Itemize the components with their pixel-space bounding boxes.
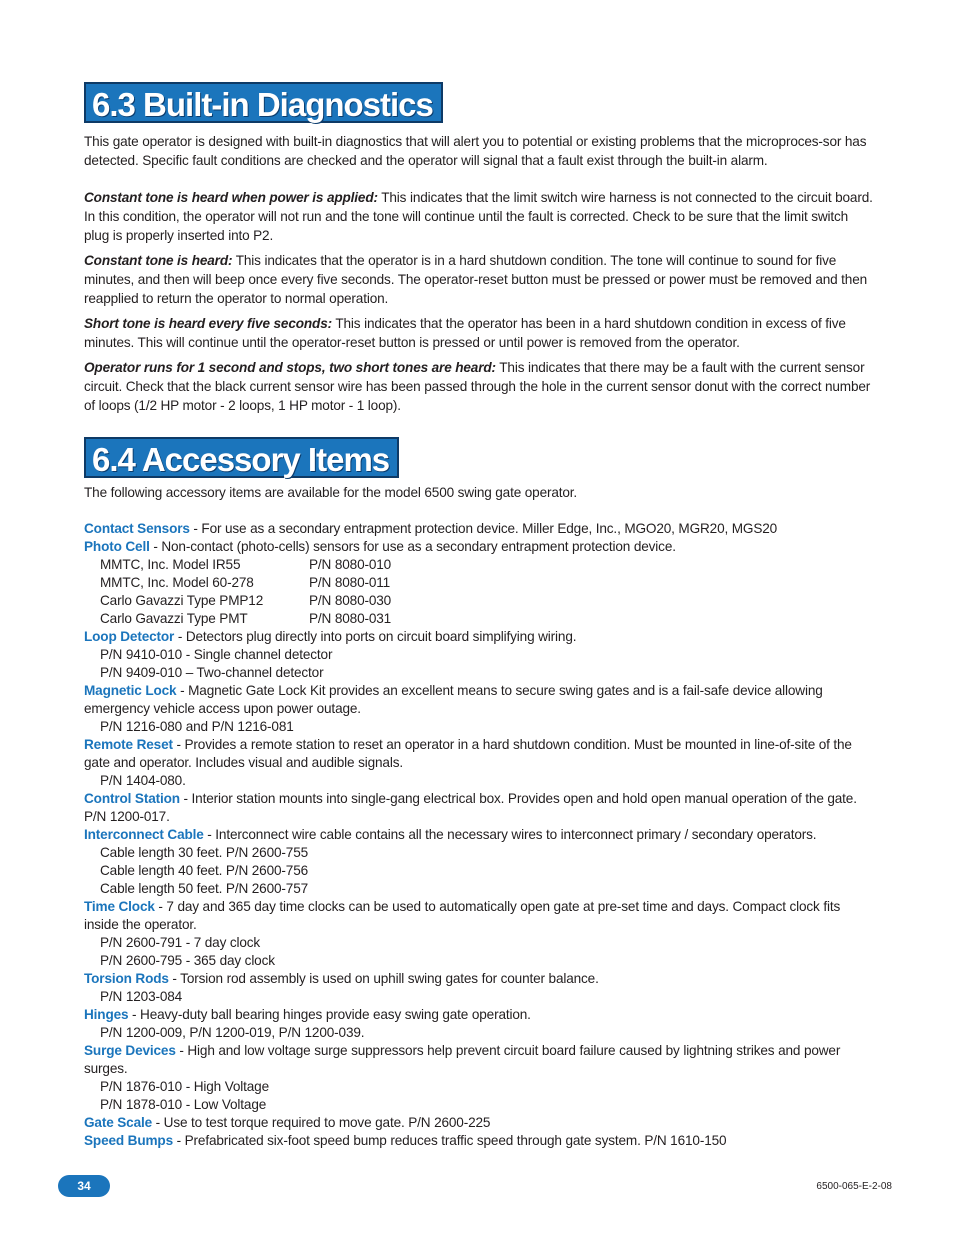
model-name: MMTC, Inc. Model IR55	[100, 557, 241, 572]
photo-cell-row	[84, 556, 874, 574]
accessory-term: Contact Sensors	[84, 521, 190, 536]
part-number-line: Cable length 30 feet. P/N 2600-755	[100, 845, 309, 860]
accessory-photo-cell	[84, 538, 874, 556]
part-number: P/N 8080-011	[309, 575, 391, 590]
accessory-description: - Use to test torque required to move gate. P/N 2600-225	[152, 1115, 491, 1130]
part-number-line: Cable length 50 feet. P/N 2600-757	[100, 881, 309, 896]
diagnostic-item	[84, 358, 874, 415]
accessory-term: Interconnect Cable	[84, 827, 204, 842]
accessory-time-clock	[84, 898, 874, 934]
accessory-torsion-rods	[84, 970, 874, 988]
accessory-control-station	[84, 790, 874, 826]
part-number-line: P/N 1878-010 - Low Voltage	[100, 1097, 267, 1112]
photo-cell-row	[84, 592, 874, 610]
diagnostic-item	[84, 251, 874, 308]
diagnostic-condition: Constant tone is heard:	[84, 253, 233, 268]
accessory-term: Photo Cell	[84, 539, 150, 554]
accessory-term: Speed Bumps	[84, 1133, 173, 1148]
photo-cell-row	[84, 574, 874, 592]
accessory-surge-devices	[84, 1042, 874, 1078]
accessory-description: - Interconnect wire cable contains all the necessary wires to interconnect primary / secondary operators.	[203, 827, 817, 842]
section-heading-accessories: 6.4 Accessory Items	[84, 437, 399, 478]
part-number-line: P/N 1876-010 - High Voltage	[100, 1079, 270, 1094]
accessory-term: Loop Detector	[84, 629, 175, 644]
accessory-description: - Magnetic Gate Lock Kit provides an excellent means to secure swing gates and is a fail-safe device allowing emergency vehicle access upon power outage.	[84, 683, 823, 716]
model-name: MMTC, Inc. Model 60-278	[100, 575, 254, 590]
accessory-description: - Detectors plug directly into ports on circuit board simplifying wiring.	[174, 629, 577, 644]
accessory-description: - Prefabricated six-foot speed bump reduces traffic speed through gate system. P/N 1610-150	[173, 1133, 727, 1148]
accessory-description: - High and low voltage surge suppressors help prevent circuit board failure caused by lightning strikes and power surges.	[84, 1043, 841, 1076]
accessory-description: - Torsion rod assembly is used on uphill swing gates for counter balance.	[168, 971, 599, 986]
part-number-line: P/N 1203-084	[100, 989, 183, 1004]
document-code: 6500-065-E-2-08	[816, 1181, 892, 1192]
accessories-intro: The following accessory items are available for the model 6500 swing gate operator.	[84, 485, 578, 500]
part-number: P/N 8080-031	[309, 611, 392, 626]
model-name: Carlo Gavazzi Type PMT	[100, 611, 248, 626]
diagnostic-item	[84, 314, 874, 352]
accessory-term: Magnetic Lock	[84, 683, 177, 698]
accessory-term: Time Clock	[84, 899, 155, 914]
part-number-line: P/N 1200-009, P/N 1200-019, P/N 1200-039.	[100, 1025, 365, 1040]
accessory-term: Hinges	[84, 1007, 129, 1022]
accessory-hinges	[84, 1006, 874, 1024]
accessory-speed-bumps	[84, 1132, 874, 1150]
accessory-interconnect-cable	[84, 826, 874, 844]
model-name: Carlo Gavazzi Type PMP12	[100, 593, 264, 608]
accessories-body	[84, 484, 874, 1150]
diagnostic-description: This indicates that there may be a fault with the current sensor circuit. Check that the black current sensor wire has been passed through the hole in the current sensor donut with the correct number of loops (1/2 HP motor - 2 loops, 1 HP motor - 1 loop).	[84, 360, 871, 413]
accessory-term: Surge Devices	[84, 1043, 176, 1058]
section-heading-diagnostics: 6.3 Built-in Diagnostics	[84, 82, 443, 123]
accessory-description: - Provides a remote station to reset an operator in a hard shutdown condition. Must be mounted in line-of-site of the gate and operator. Includes visual and audible signals.	[84, 737, 852, 770]
diagnostic-condition: Operator runs for 1 second and stops, two short tones are heard:	[84, 360, 496, 375]
part-number-line: P/N 1216-080 and P/N 1216-081	[100, 719, 294, 734]
diagnostics-intro: This gate operator is designed with built-in diagnostics that will alert you to potential or existing problems that the microproces-sor has detected. Specific fault conditions are checked and the operator will signal that a fault exist through the built-in alarm.	[84, 134, 867, 168]
accessory-description: - For use as a secondary entrapment protection device. Miller Edge, Inc., MGO20, MGR20, MGS20	[189, 521, 778, 536]
accessory-description: - Interior station mounts into single-gang electrical box. Provides open and hold open manual operation of the gate. P/N 1200-017.	[84, 791, 857, 824]
accessory-description: - Non-contact (photo-cells) sensors for use as a secondary entrapment protection device.	[149, 539, 676, 554]
part-number-line: P/N 2600-791 - 7 day clock	[100, 935, 261, 950]
accessory-description: - 7 day and 365 day time clocks can be used to automatically open gate at pre-set time and days. Compact clock fits inside the operator.	[84, 899, 841, 932]
accessory-gate-scale	[84, 1114, 874, 1132]
accessory-loop-detector	[84, 628, 874, 646]
diagnostic-description: This indicates that the operator has been in a hard shutdown condition in excess of five minutes. This will continue until the operator-reset button is pressed or until power is removed from the operator.	[84, 316, 846, 350]
accessory-term: Gate Scale	[84, 1115, 153, 1130]
diagnostic-description: This indicates that the operator is in a hard shutdown condition. The tone will continue to sound for five minutes, and then will beep once every five seconds. The operator-reset button must be pressed or power must be removed and then reapplied to return the operator to normal operation.	[84, 253, 868, 306]
accessory-contact-sensors	[84, 520, 874, 538]
diagnostic-condition: Short tone is heard every five seconds:	[84, 316, 332, 331]
part-number-line: P/N 9410-010 - Single channel detector	[100, 647, 333, 662]
diagnostic-description: This indicates that the limit switch wire harness is not connected to the circuit board. In this condition, the operator will not run and the tone will continue until the fault is corrected. Check to be sure that the limit switch plug is properly inserted into P2.	[84, 190, 873, 243]
part-number-line: P/N 9409-010 – Two-channel detector	[100, 665, 324, 680]
page-number-badge: 34	[58, 1175, 110, 1197]
part-number: P/N 8080-030	[309, 593, 392, 608]
accessory-magnetic-lock	[84, 682, 874, 718]
part-number: P/N 8080-010	[309, 557, 392, 572]
photo-cell-row	[84, 610, 874, 628]
accessory-term: Control Station	[84, 791, 180, 806]
accessory-term: Torsion Rods	[84, 971, 169, 986]
accessory-remote-reset	[84, 736, 874, 772]
part-number-line: P/N 1404-080.	[100, 773, 186, 788]
accessory-term: Remote Reset	[84, 737, 173, 752]
diagnostic-item	[84, 188, 874, 245]
part-number-line: Cable length 40 feet. P/N 2600-756	[100, 863, 309, 878]
accessory-description: - Heavy-duty ball bearing hinges provide easy swing gate operation.	[128, 1007, 531, 1022]
diagnostic-condition: Constant tone is heard when power is applied:	[84, 190, 378, 205]
diagnostics-body	[84, 132, 874, 415]
part-number-line: P/N 2600-795 - 365 day clock	[100, 953, 275, 968]
